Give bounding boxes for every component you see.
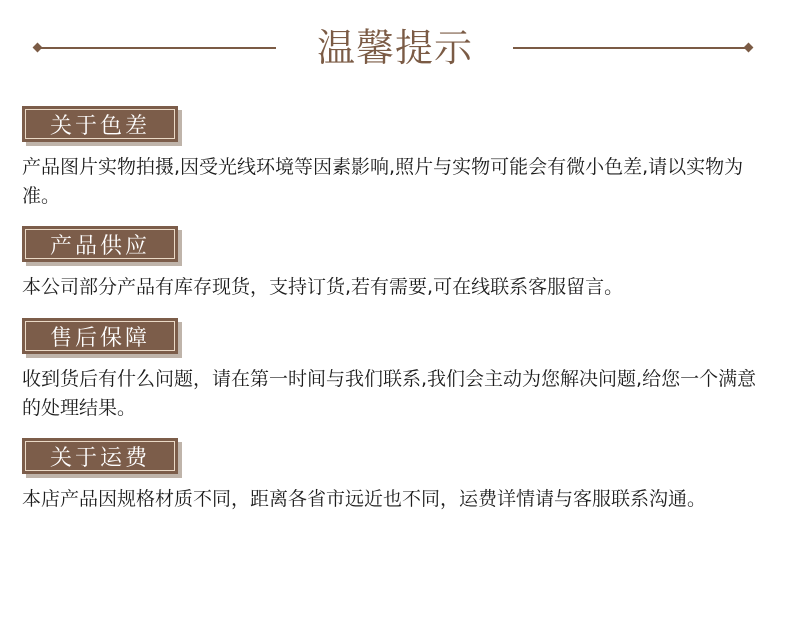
badge-inner-frame [25,109,175,139]
section-body: 收到货后有什么问题，请在第一时间与我们联系,我们会主动为您解决问题,给您一个满意的处理结果。 [22,368,757,419]
section-after-sales [22,318,772,423]
diamond-ornament-right [744,43,754,53]
section-shipping [22,438,772,514]
badge-inner-frame [25,441,175,471]
badge-inner-frame [25,321,175,351]
section-body: 本店产品因规格材质不同，距离各省市远近也不同，运费详情请与客服联系沟通。 [22,488,707,510]
section-body: 产品图片实物拍摄,因受光线环境等因素影响,照片与实物可能会有微小色差,请以实物为准。 [22,156,744,207]
section-body: 本公司部分产品有库存现货，支持订货,若有需要,可在线联系客服留言。 [22,276,624,298]
section-product-supply [22,226,772,302]
page-header [0,0,790,90]
section-title: 关于运费 [49,445,150,471]
badge-box [22,106,178,142]
badge-box [22,438,178,474]
section-badge [22,106,182,146]
page-title: 温馨提示 [316,26,473,70]
section-title: 产品供应 [49,233,150,259]
badge-box [22,226,178,262]
section-title: 售后保障 [49,325,150,351]
header-divider-left [38,47,276,49]
header-divider-right [513,47,751,49]
section-badge [22,318,182,358]
section-color-difference [22,106,772,211]
section-badge [22,438,182,478]
badge-box [22,318,178,354]
section-badge [22,226,182,266]
section-title: 关于色差 [49,113,150,139]
badge-inner-frame [25,229,175,259]
